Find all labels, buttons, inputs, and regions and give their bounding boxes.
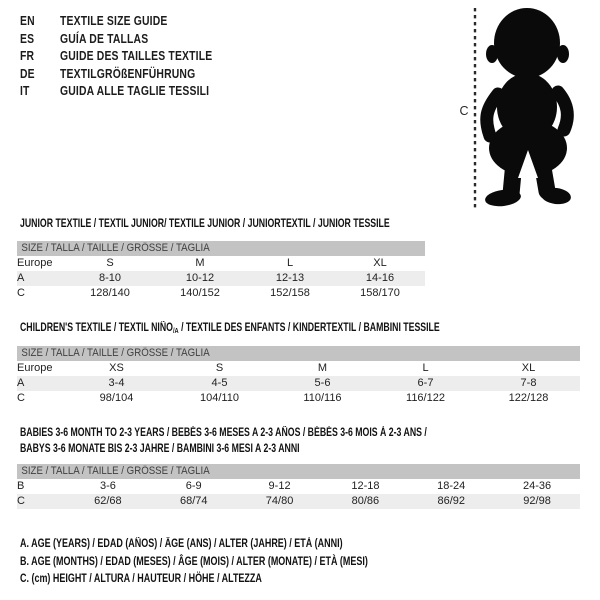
value-cell: 74/80 xyxy=(265,495,294,507)
size-cell: XL xyxy=(521,362,536,374)
value-cell: 128/140 xyxy=(90,287,130,299)
size-cell: XS xyxy=(109,362,124,374)
size-cell: S xyxy=(106,257,114,269)
babies-title-line2: BABYS 3-6 MONATE BIS 2-3 JAHRE / BAMBINI 3-6 MESI A 2-3 ANNI xyxy=(20,442,300,455)
junior-table-header-row xyxy=(17,241,425,256)
value-cell: 3-4 xyxy=(108,377,125,389)
row-label: B xyxy=(17,480,25,492)
row-label: A xyxy=(17,377,25,389)
lang-title: GUÍA DE TALLAS xyxy=(60,30,149,46)
value-cell: 7-8 xyxy=(520,377,537,389)
junior-size-table xyxy=(17,241,425,301)
size-cell: S xyxy=(215,362,224,374)
value-cell: 158/170 xyxy=(360,287,400,299)
table-row-age xyxy=(17,376,580,391)
babies-table-header-row xyxy=(17,464,580,479)
value-cell: 12-13 xyxy=(275,272,305,284)
size-cell: L xyxy=(286,257,294,269)
value-cell: 98/104 xyxy=(99,392,134,404)
lang-row-en xyxy=(20,12,356,30)
row-label: Europe xyxy=(17,257,53,269)
lang-row-es xyxy=(20,30,356,48)
table-row-height xyxy=(17,391,580,406)
size-header: SIZE / TALLA / TAILLE / GRÖSSE / TAGLIA xyxy=(21,465,210,477)
lang-title: TEXTILE SIZE GUIDE xyxy=(60,13,168,28)
value-cell: 92/98 xyxy=(523,495,551,507)
lang-title: GUIDE DES TAILLES TEXTILE xyxy=(60,48,213,64)
lang-title: GUIDA ALLE TAGLIE TESSILI xyxy=(60,83,210,99)
value-cell: 122/128 xyxy=(508,392,549,404)
measure-legend xyxy=(20,536,457,589)
value-cell: 62/68 xyxy=(94,495,122,507)
children-table-header-row xyxy=(17,346,580,361)
table-row-months xyxy=(17,479,580,494)
value-cell: 5-6 xyxy=(314,377,331,389)
row-label: C xyxy=(17,287,25,299)
lang-row-it xyxy=(20,82,356,100)
legend-age-years: A. AGE (YEARS) / EDAD (AÑOS) / ÂGE (ANS) / ALTER (JAHRE) / ETÀ (ANNI) xyxy=(20,538,343,550)
value-cell: 86/92 xyxy=(437,495,465,507)
babies-title-line1: BABIES 3-6 MONTH TO 2-3 YEARS / BEBÉS 3-6 MESES A 2-3 AÑOS / BÉBÉS 3-6 MOIS À 2-3 ANS / xyxy=(20,427,427,439)
height-measure-label: C xyxy=(459,104,469,118)
value-cell: 3-6 xyxy=(99,480,116,492)
value-cell: 9-12 xyxy=(268,480,291,492)
value-cell: 12-18 xyxy=(351,480,380,492)
value-cell: 6-9 xyxy=(185,480,202,492)
value-cell: 152/158 xyxy=(270,287,310,299)
lang-row-fr xyxy=(20,47,356,65)
legend-age-months: B. AGE (MONTHS) / EDAD (MESES) / ÂGE (MOIS) / ALTER (MONATE) / ETÀ (MESI) xyxy=(20,555,368,568)
lang-row-de xyxy=(20,65,356,83)
value-cell: 4-5 xyxy=(211,377,228,389)
babies-section-title xyxy=(20,426,427,457)
value-cell: 14-16 xyxy=(365,272,395,284)
junior-section-title: JUNIOR TEXTILE / TEXTIL JUNIOR/ TEXTILE JUNIOR / JUNIORTEXTIL / JUNIOR TESSILE xyxy=(20,218,390,230)
lang-code: FR xyxy=(20,48,35,64)
lang-code: DE xyxy=(20,65,35,81)
table-row-height xyxy=(17,494,580,509)
value-cell: 68/74 xyxy=(179,495,208,507)
value-cell: 80/86 xyxy=(351,495,380,507)
row-label: A xyxy=(17,272,25,284)
value-cell: 18-24 xyxy=(437,480,466,492)
baby-silhouette xyxy=(478,4,586,208)
value-cell: 6-7 xyxy=(417,377,434,389)
size-header: SIZE / TALLA / TAILLE / GRÖSSE / TAGLIA xyxy=(21,242,210,254)
value-cell: 140/152 xyxy=(180,287,220,299)
size-header: SIZE / TALLA / TAILLE / GRÖSSE / TAGLIA xyxy=(21,347,210,359)
babies-size-table xyxy=(17,464,580,509)
children-size-table xyxy=(17,346,580,406)
table-row-age xyxy=(17,271,425,286)
value-cell: 104/110 xyxy=(200,392,239,404)
value-cell: 10-12 xyxy=(185,272,215,284)
children-section-title: CHILDREN'S TEXTILE / TEXTIL $NIÑO_{/A}$ / TEXTILE DES ENFANTS / KINDERTEXTIL / BAMBINI TESSILE xyxy=(20,322,440,335)
size-cell: L xyxy=(422,362,429,374)
lang-title: TEXTILGRÖßENFÜHRUNG xyxy=(60,65,196,81)
row-label: Europe xyxy=(17,362,53,374)
lang-code: ES xyxy=(20,30,35,46)
row-label: C xyxy=(17,495,25,507)
title-subscript: /A xyxy=(172,326,179,335)
value-cell: 110/116 xyxy=(303,392,342,404)
lang-code: EN xyxy=(20,13,35,28)
table-row-europe xyxy=(17,361,580,376)
table-row-height xyxy=(17,286,425,301)
value-cell: 24-36 xyxy=(523,480,552,492)
size-cell: XL xyxy=(373,257,387,269)
value-cell: 8-10 xyxy=(98,272,122,284)
value-cell: 116/122 xyxy=(406,392,445,404)
legend-height: C. (cm) HEIGHT / ALTURA / HAUTEUR / HÖHE / ALTEZZA xyxy=(20,573,262,586)
size-cell: M xyxy=(317,362,328,374)
size-cell: M xyxy=(195,257,205,269)
table-row-europe xyxy=(17,256,425,271)
lang-code: IT xyxy=(20,83,30,99)
language-title-list xyxy=(20,12,356,100)
row-label: C xyxy=(17,392,25,404)
